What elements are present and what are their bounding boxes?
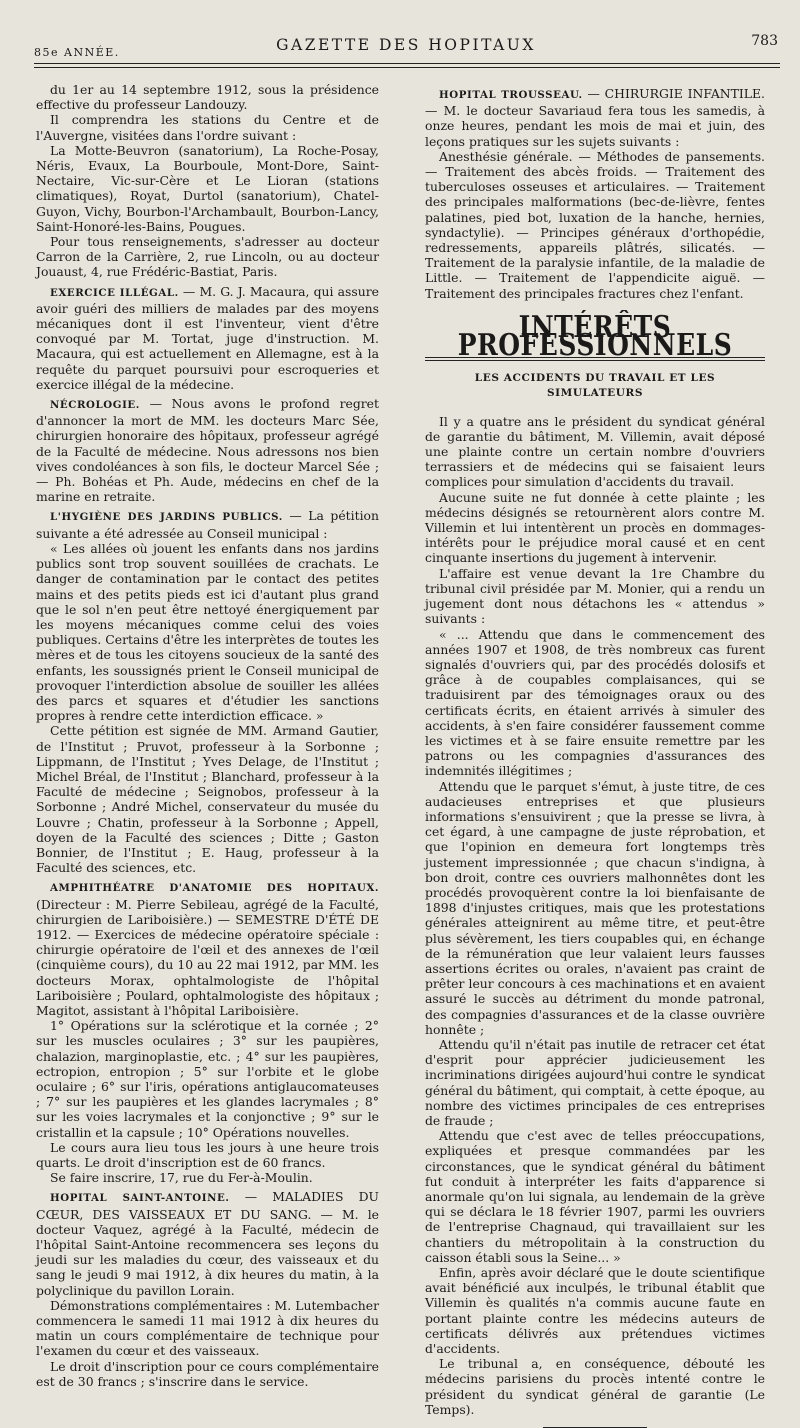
- paragraph-text: — MALADIES DU CŒUR, DES VAISSEAUX ET DU SANG. — M. le docteur Vaquez, agrégé à la Faculté, médecin de l'hôpital Saint-Antoine recommencera ses leçons du jeudi sur les maladies du cœur, des vaisseaux et du sang le jeudi 9 mai 1912, à dix heures du matin, à la polyclinique du pavillon Lorain.: [36, 1189, 379, 1298]
- page-number: 783: [751, 33, 778, 49]
- paragraph-text: — M. G. J. Macaura, qui assure avoir guéri des milliers de malades par des moyens mécaniques dont il est l'inventeur, vient d'être convoqué par M. Tortat, juge d'instruction. M. Macaura, qui est actuellement en Allemagne, est à la requête du parquet poursuivi pour escroqueries et exercice illégal de la médecine.: [36, 283, 379, 392]
- paragraph: [36, 1359, 379, 1389]
- paragraph: [36, 1170, 379, 1185]
- paragraph-text: Il y a quatre ans le président du syndicat général de garantie du bâtiment, M. Villemin, avait déposé une plainte contre un certain nombre d'ouvriers terrassiers et de médecins qui se faisaient leurs complices pour simulation d'accidents du travail.: [425, 413, 765, 490]
- right-column-notices: [425, 82, 765, 301]
- paragraph-text: Démonstrations complémentaires : M. Lutembacher commencera le samedi 11 mai 1912 à dix heures du matin un cours complémentaire de technique pour l'examen du cœur et des vaisseaux.: [36, 1297, 379, 1359]
- paragraph-text: Le droit d'inscription pour ce cours complémentaire est de 30 francs ; s'inscrire dans le service.: [36, 1358, 379, 1389]
- paragraph: [425, 627, 765, 779]
- paragraph-text: Il comprendra les stations du Centre et de l'Auvergne, visitées dans l'ordre suivant :: [36, 112, 379, 143]
- paragraph-text: du 1er au 14 septembre 1912, sous la présidence effective du professeur Landouzy.: [36, 82, 379, 113]
- paragraph-text: — CHIRURGIE INFANTILE. — M. le docteur Savariaud fera tous les samedis, à onze heures, pendant les mois de mai et juin, des leçons pratiques sur les sujets suivants :: [425, 86, 765, 149]
- paragraph-lead: HOPITAL TROUSSEAU.: [439, 89, 583, 101]
- section-title: INTÉRÊTS PROFESSIONNELS: [457, 309, 733, 363]
- article-title: LES ACCIDENTS DU TRAVAIL ET LES SIMULATEURS: [474, 372, 716, 400]
- paragraph-text: — Nous avons le profond regret d'annoncer la mort de MM. les docteurs Marc Sée, chirurgien honoraire des hôpitaux, professeur agrégé de la Faculté de médecine. Nous adressons nos bien vives condoléances à son fils, le docteur Marcel Sée ; — Ph. Bohéas et Ph. Aude, médecins en chef de la marine en retraite.: [36, 396, 379, 505]
- paragraph: [425, 490, 765, 566]
- paragraph: [36, 396, 379, 504]
- paragraph: [425, 414, 765, 490]
- paragraph: [36, 723, 379, 875]
- paragraph-text: Le cours aura lieu tous les jours à une heure trois quarts. Le droit d'inscription est de 60 francs.: [36, 1139, 379, 1171]
- right-column: [425, 82, 765, 1428]
- paragraph-lead: L'HYGIÈNE DES JARDINS PUBLICS.: [50, 511, 283, 524]
- paragraph-lead: HOPITAL SAINT-ANTOINE.: [50, 1192, 230, 1205]
- paragraph-text: La Motte-Beuvron (sanatorium), La Roche-Posay, Néris, Evaux, La Bourboule, Mont-Dore, Saint-Nectaire, Vic-sur-Cère et Le Lioran (stations climatiques), Royat, Durtol (sanatorium), Chatel-Guyon, Vichy, Bourbon-l'Archambault, Bourbon-Lancy, Saint-Honoré-les-Bains, Pougues.: [36, 142, 379, 234]
- paragraph: [425, 566, 765, 627]
- paragraph-text: Enfin, après avoir déclaré que le doute scientifique avait bénéficié aux inculpés, le tribunal établit que Villemin ès qualités n'a commis aucune faute en portant plainte contre les médecins auteurs de certificats délivrés aux prétendues victimes d'accidents.: [425, 1265, 765, 1357]
- paragraph-text: « Les allées où jouent les enfants dans nos jardins publics sont trop souvent souillées de crachats. Le danger de contamination par le contact des petites mains et des petits pieds est ici d'autant plus grand que le sol n'en peut être nettoyé énergiquement par les moyens mécaniques comme celui des voies publiques. Certains d'être les interprètes de toutes les mères et de tous les citoyens soucieux de la santé des enfants, les soussignés prient le Conseil municipal de provoquer l'interdiction absolue de souiller les allées des parcs et squares et d'étudier les sanctions propres à rendre cette interdiction efficace. »: [36, 540, 379, 724]
- paragraph-text: Attendu que le parquet s'émut, à juste titre, de ces audacieuses entreprises et que plusieurs informations s'ensuivirent ; que la presse se livra, à cet égard, à une campagne de juste réprobation, et que l'opinion en demeura fort longtemps très justement impressionnée ; que chacun s'indigna, à bon droit, contre ces ouvriers malhonnêtes dont les procédés provoquèrent contre la loi bienfaisante de 1898 d'injustes critiques, mais que les protestations générales atteignirent au même titre, et peut-être plus sévèrement, les tiers coupables qui, en échange de la rémunération que leur valaient leurs fausses assertions écrites ou orales, n'avaient pas craint de prêter leur concours à ces machinations et en avaient assuré le succès au détriment du monde patronal, des compagnies d'assurances et de la classe ouvrière honnête ;: [425, 778, 765, 1037]
- paragraph: [36, 112, 379, 142]
- article-body: [425, 414, 765, 1417]
- paragraph: [36, 879, 379, 1018]
- page-header: [34, 30, 778, 64]
- header-rule-thick: [34, 63, 780, 64]
- paragraph-text: Attendu qu'il n'était pas inutile de retracer cet état d'esprit pour apprécier judicieusement les incriminations dirigées aujourd'hui contre le syndicat général du bâtiment, qui comptait, à cette époque, au nombre des victimes principales de ces entreprises de fraude ;: [425, 1036, 765, 1128]
- paragraph-lead: NÉCROLOGIE.: [50, 399, 140, 412]
- paragraph-text: (Directeur : M. Pierre Sebileau, agrégé de la Faculté, chirurgien de Lariboisière.) — SEMESTRE D'ÉTÉ DE 1912. — Exercices de médecine opératoire spéciale : chirurgie opératoire de l'œil et des annexes de l'œil (cinquième cours), du 10 au 22 mai 1912, par MM. les docteurs Morax, ophtalmologiste de l'hôpital Lariboisière ; Poulard, ophtalmologiste des hôpitaux ; Magitot, assistant à l'hôpital Lariboisière.: [36, 896, 379, 1018]
- paragraph-text: — La pétition suivante a été adressée au Conseil municipal :: [36, 508, 379, 541]
- paragraph: [36, 284, 379, 392]
- paragraph: [36, 1140, 379, 1170]
- paragraph-text: 1° Opérations sur la sclérotique et la cornée ; 2° sur les muscles oculaires ; 3° sur les paupières, chalazion, marginoplastie, etc. ; 4° sur les paupières, ectropion, entropion ; 5° sur l'orbite et le globe oculaire ; 6° sur l'iris, opérations antiglaucomateuses ; 7° sur les paupières et les glandes lacrymales ; 8° sur les voies lacrymales et la conjonctive ; 9° sur le cristallin et la capsule ; 10° Opérations nouvelles.: [36, 1018, 379, 1140]
- paragraph: [36, 1189, 379, 1297]
- paragraph-text: Pour tous renseignements, s'adresser au docteur Carron de la Carrière, 2, rue Lincoln, ou au docteur Jouaust, 4, rue Frédéric-Bastiat, Paris.: [36, 234, 379, 280]
- paragraph: [36, 541, 379, 723]
- paragraph: [36, 143, 379, 234]
- paragraph: [36, 508, 379, 540]
- paragraph-lead: AMPHITHÉATRE D'ANATOMIE DES HOPITAUX.: [50, 882, 379, 895]
- paragraph: [425, 1037, 765, 1128]
- paragraph-lead: EXERCICE ILLÉGAL.: [50, 286, 179, 299]
- paragraph: [36, 1018, 379, 1140]
- paragraph-text: L'affaire est venue devant la 1re Chambre du tribunal civil présidée par M. Monier, qui a rendu un jugement dont nous détachons les « attendus » suivants :: [425, 565, 765, 627]
- paragraph-text: « ... Attendu que dans le commencement des années 1907 et 1908, de très nombreux cas furent signalés d'ouvriers qui, par des procédés dolosifs et grâce à de coupables complaisances, qui se traduisirent par des témoignages oraux ou des certificats écrits, en étaient arrivés à simuler des accidents, à s'en faire considérer faussement comme les victimes et à se faire ensuite remettre par les patrons ou les compagnies d'assurances des indemnités illégitimes ;: [425, 626, 765, 779]
- paragraph: [425, 86, 765, 149]
- paragraph-text: Le tribunal a, en conséquence, débouté les médecins parisiens du procès intenté contre le président du syndicat général de garantie (Le Temps).: [425, 1356, 765, 1417]
- paragraph-text: Cette pétition est signée de MM. Armand Gautier, de l'Institut ; Pruvot, professeur à la Sorbonne ; Lippmann, de l'Institut ; Yves Delage, de l'Institut ; Michel Bréal, de l'Institut ; Blanchard, professeur à la Faculté de médecine ; Seignobos, professeur à la Sorbonne ; André Michel, conservateur du musée du Louvre ; Chatin, professeur à la Sorbonne ; Appell, doyen de la Faculté des sciences ; Ditte ; Gaston Bonnier, de l'Institut ; E. Haug, professeur à la Faculté des sciences, etc.: [36, 723, 379, 876]
- header-rule-thin: [34, 67, 780, 68]
- paragraph-text: Aucune suite ne fut donnée à cette plainte ; les médecins désignés se retournèrent alors contre M. Villemin et lui intentèrent un procès en dommages-intérêts pour le préjudice moral causé et en cent cinquante insertions du jugement à intervenir.: [425, 489, 765, 566]
- paragraph-text: Attendu que c'est avec de telles préoccupations, expliquées et presque commandées par les circonstances, que le syndicat général du bâtiment fut conduit à interpréter les faits d'apparence si anormale qu'on lui signala, au lendemain de la grève qui se déclara le 18 février 1907, parmi les ouvriers de l'entreprise Chagnaud, qui travaillaient sur les chantiers du métropolitain à la construction du caisson établi sous la Seine... »: [425, 1128, 765, 1265]
- paragraph: [425, 149, 765, 301]
- paragraph: [36, 1298, 379, 1359]
- paragraph: [425, 1128, 765, 1265]
- paragraph-text: Se faire inscrire, 17, rue du Fer-à-Moulin.: [50, 1170, 313, 1186]
- paragraph: [36, 82, 379, 112]
- left-column: [36, 82, 379, 1389]
- paragraph-text: Anesthésie générale. — Méthodes de pansements. — Traitement des abcès froids. — Traitement des tuberculoses osseuses et articulaires. — Traitement des principales malformations (bec-de-lièvre, fentes palatines, pied bot, luxation de la hanche, hernies, syndactylie). — Principes généraux d'orthopédie, redressements, appareils plâtrés, silicatés. — Traitement de la paralysie infantile, de la maladie de Little. — Traitement de l'appendicite aiguë. — Traitement des principales fractures chez l'enfant.: [425, 148, 765, 301]
- paragraph: [425, 779, 765, 1037]
- paragraph: [425, 1356, 765, 1417]
- volume-label: 85e ANNÉE.: [34, 46, 120, 59]
- paragraph: [425, 1265, 765, 1356]
- paragraph: [36, 234, 379, 280]
- journal-title: GAZETTE DES HOPITAUX: [276, 36, 536, 54]
